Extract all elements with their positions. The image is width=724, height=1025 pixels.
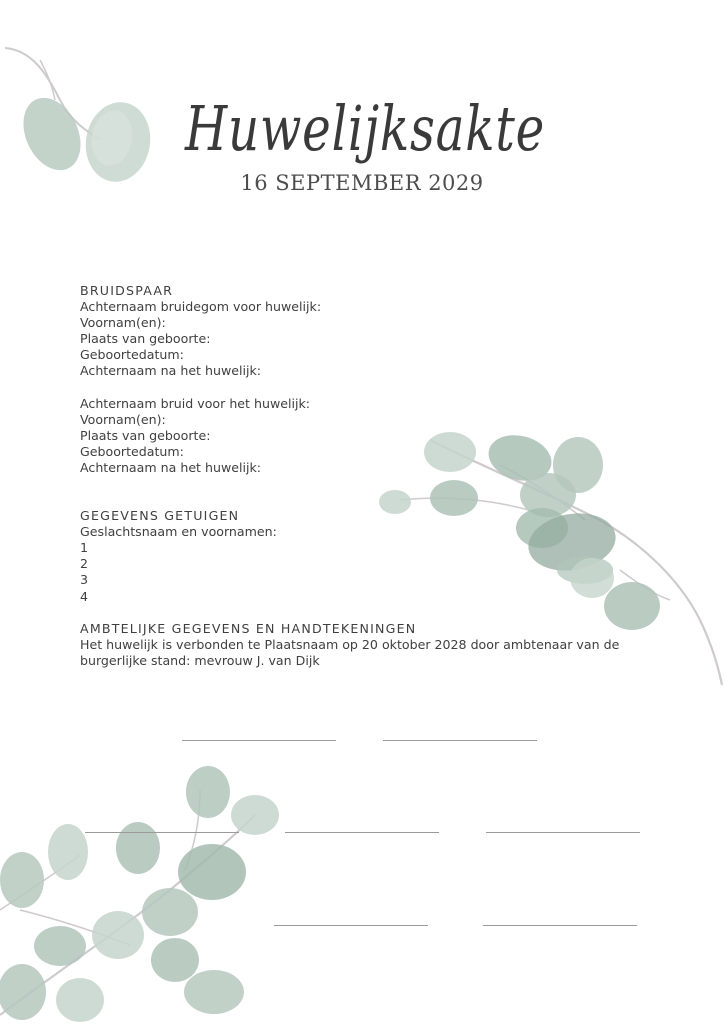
title-text: Huwelijksakte <box>184 92 546 165</box>
bride-field-birthdate: Geboortedatum: <box>80 443 184 459</box>
bruidspaar-heading: BRUIDSPAAR <box>80 283 174 298</box>
ambtelijk-text: Het huwelijk is verbonden te Plaatsnaam op 20 oktober 2028 door ambtenaar van de burgerlijke stand: mevrouw J. van Dijk <box>80 636 620 668</box>
groom-field-first-names: Voornam(en): <box>80 315 166 331</box>
bride-field-surname-after: Achternaam na het huwelijk: <box>80 459 262 475</box>
bride-field-birthplace: Plaats van geboorte: <box>80 427 211 443</box>
signature-line <box>383 740 537 741</box>
signature-line <box>486 832 640 833</box>
signature-line <box>483 925 637 926</box>
groom-field-birthplace: Plaats van geboorte: <box>80 331 211 347</box>
bride-field-first-names: Voornam(en): <box>80 411 166 427</box>
signature-line <box>182 740 336 741</box>
groom-field-surname-after: Achternaam na het huwelijk: <box>80 363 262 379</box>
ambtelijk-heading: AMBTELIJKE GEGEVENS EN HANDTEKENINGEN <box>80 620 417 636</box>
getuigen-label: Geslachtsnaam en voornamen: <box>80 524 277 540</box>
getuigen-heading: GEGEVENS GETUIGEN <box>80 508 240 524</box>
date-label: 16 SEPTEMBER 2029 <box>240 171 484 195</box>
witness-number-1: 1 <box>80 540 89 556</box>
signature-line <box>85 832 239 833</box>
bride-field-surname-before: Achternaam bruid voor het huwelijk: <box>80 395 311 411</box>
certificate-content <box>80 283 670 669</box>
eucalyptus-bottom-left-illustration <box>0 760 290 1025</box>
witness-number-3: 3 <box>80 572 89 588</box>
groom-field-surname-before: Achternaam bruidegom voor huwelijk: <box>80 299 322 315</box>
witness-number-4: 4 <box>80 588 89 604</box>
groom-field-birthdate: Geboortedatum: <box>80 347 184 363</box>
witness-number-2: 2 <box>80 556 89 572</box>
signature-line <box>285 832 439 833</box>
signature-line <box>274 925 428 926</box>
